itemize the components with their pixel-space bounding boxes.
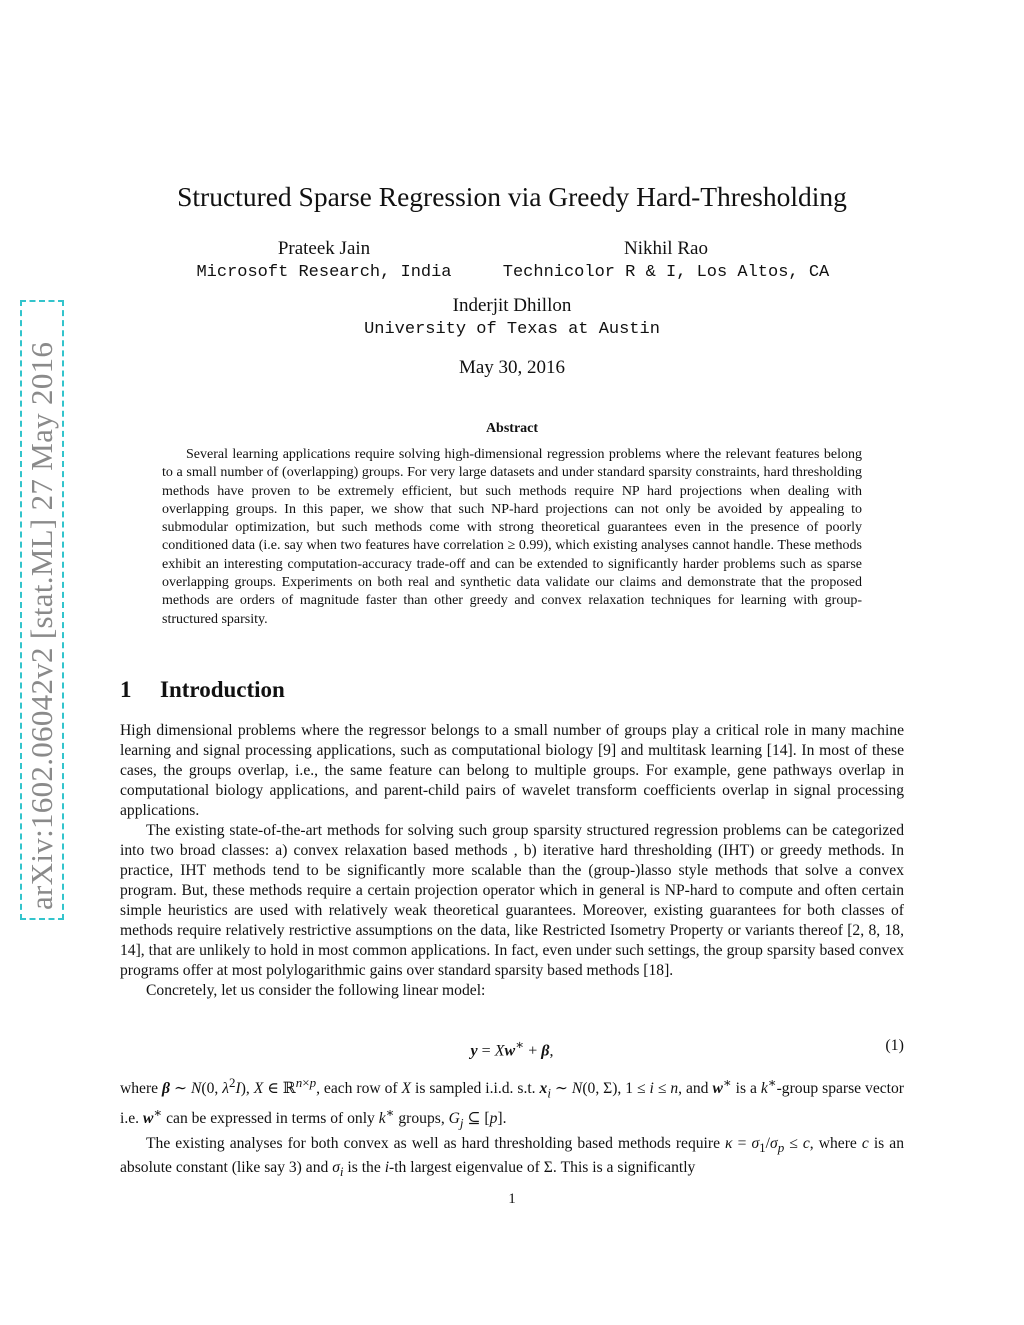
author-affiliation: University of Texas at Austin <box>364 320 660 339</box>
author-affiliation: Microsoft Research, India <box>196 263 452 282</box>
paragraph-4: where β ∼ N(0, $\lambda^2I$), X ∈ ℝ$^{n\times p}$, each row of X is sampled i.i.d. s.t. $x_i$ ∼ N(0, Σ), 1 ≤ i ≤ n, and w∗ is a k∗-group sparse vector i.e. w∗ can be expressed in terms of only k∗ groups, $G_j$ ⊆ [p]. <box>120 1075 905 1131</box>
arxiv-identifier: arXiv:1602.06042v2 [stat.ML] 27 May 2016 <box>24 341 59 910</box>
author-block-3 <box>342 294 682 342</box>
author-name: Prateek Jain <box>277 238 371 259</box>
page-number: 1 <box>508 1191 516 1207</box>
abstract-heading: Abstract <box>485 421 539 436</box>
paragraph-3: Concretely, let us consider the following linear model: <box>146 982 486 999</box>
author-name: Inderjit Dhillon <box>452 295 572 316</box>
equation-body: y = Xw∗ + β, <box>470 1037 554 1060</box>
equation-number: (1) <box>885 1037 904 1054</box>
section-title: Introduction <box>160 677 285 702</box>
paragraph-5: The existing analyses for both convex as well as hard thresholding based methods require $\kappa = \sigma_1/\sigma_p \le c$, where c is an absolute constant (like say 3) and $\sigma_i$ is the i-th largest eigenvalue of Σ. This is a significantly <box>120 1134 904 1179</box>
paragraph-2: The existing state-of-the-art methods for solving such group sparsity structured regression problems can be categorized into two broad classes: a) convex relaxation based methods , b) iterative hard thresholding (IHT) or greedy methods. In practice, IHT methods tend to be significantly more scalable than the (group-)lasso style methods that solve a convex program. But, these methods require a certain projection operator which in general is NP-hard to compute and often certain simple heuristics are used with relatively weak theoretical guarantees. Moreover, existing guarantees for both classes of methods require relatively restrictive assumptions on the data, like Restricted Isometry Property or variants thereof [2, 8, 18, 14], that are unlikely to hold in most common applications. In fact, even under such settings, the group sparsity based convex programs offer at most polylogarithmic gains over standard sparsity based methods [18]. <box>120 822 904 979</box>
post-equation-text <box>120 1073 904 1182</box>
equation-1 <box>120 1037 904 1059</box>
section-number: 1 <box>120 677 132 702</box>
abstract-text: Several learning applications require solving high-dimensional regression problems where the relevant features belong to a small number of (overlapping) groups. For very large datasets and under standard sparsity constraints, hard thresholding methods have proven to be extremely efficient, but such methods require NP hard projections when dealing with overlapping groups. In this paper, we show that such NP-hard projections can not only be avoided by appealing to submodular optimization, but such methods come with strong theoretical guarantees even in the presence of poorly conditioned data (i.e. say when two features have correlation ≥ 0.99), which existing analyses cannot handle. These methods exhibit an interesting computation-accuracy trade-off and can be extended to significantly harder problems such as sparse overlapping groups. Experiments on both real and synthetic data validate our claims and demonstrate that the proposed methods are orders of magnitude faster than other greedy and convex relaxation techniques for learning with group-structured sparsity. <box>162 447 862 627</box>
author-name: Nikhil Rao <box>624 238 708 259</box>
section-heading <box>120 677 285 703</box>
intro-body <box>120 721 904 1001</box>
paragraph-1: High dimensional problems where the regressor belongs to a small number of groups play a critical role in many machine learning and signal processing applications, such as computational biology [9] and multitask learning [14]. In most of these cases, the groups overlap, i.e., the same feature can belong to multiple groups. For example, gene pathways overlap in computational biology applications, and parent-child pairs of wavelet transform coefficients overlap in signal processing applications. <box>120 722 904 819</box>
author-block-2 <box>496 237 836 285</box>
paper-title: Structured Sparse Regression via Greedy Hard-Thresholding <box>177 181 847 212</box>
paper-date: May 30, 2016 <box>458 357 566 378</box>
author-affiliation: Technicolor R & I, Los Altos, CA <box>502 263 830 282</box>
author-block-1 <box>196 237 452 285</box>
